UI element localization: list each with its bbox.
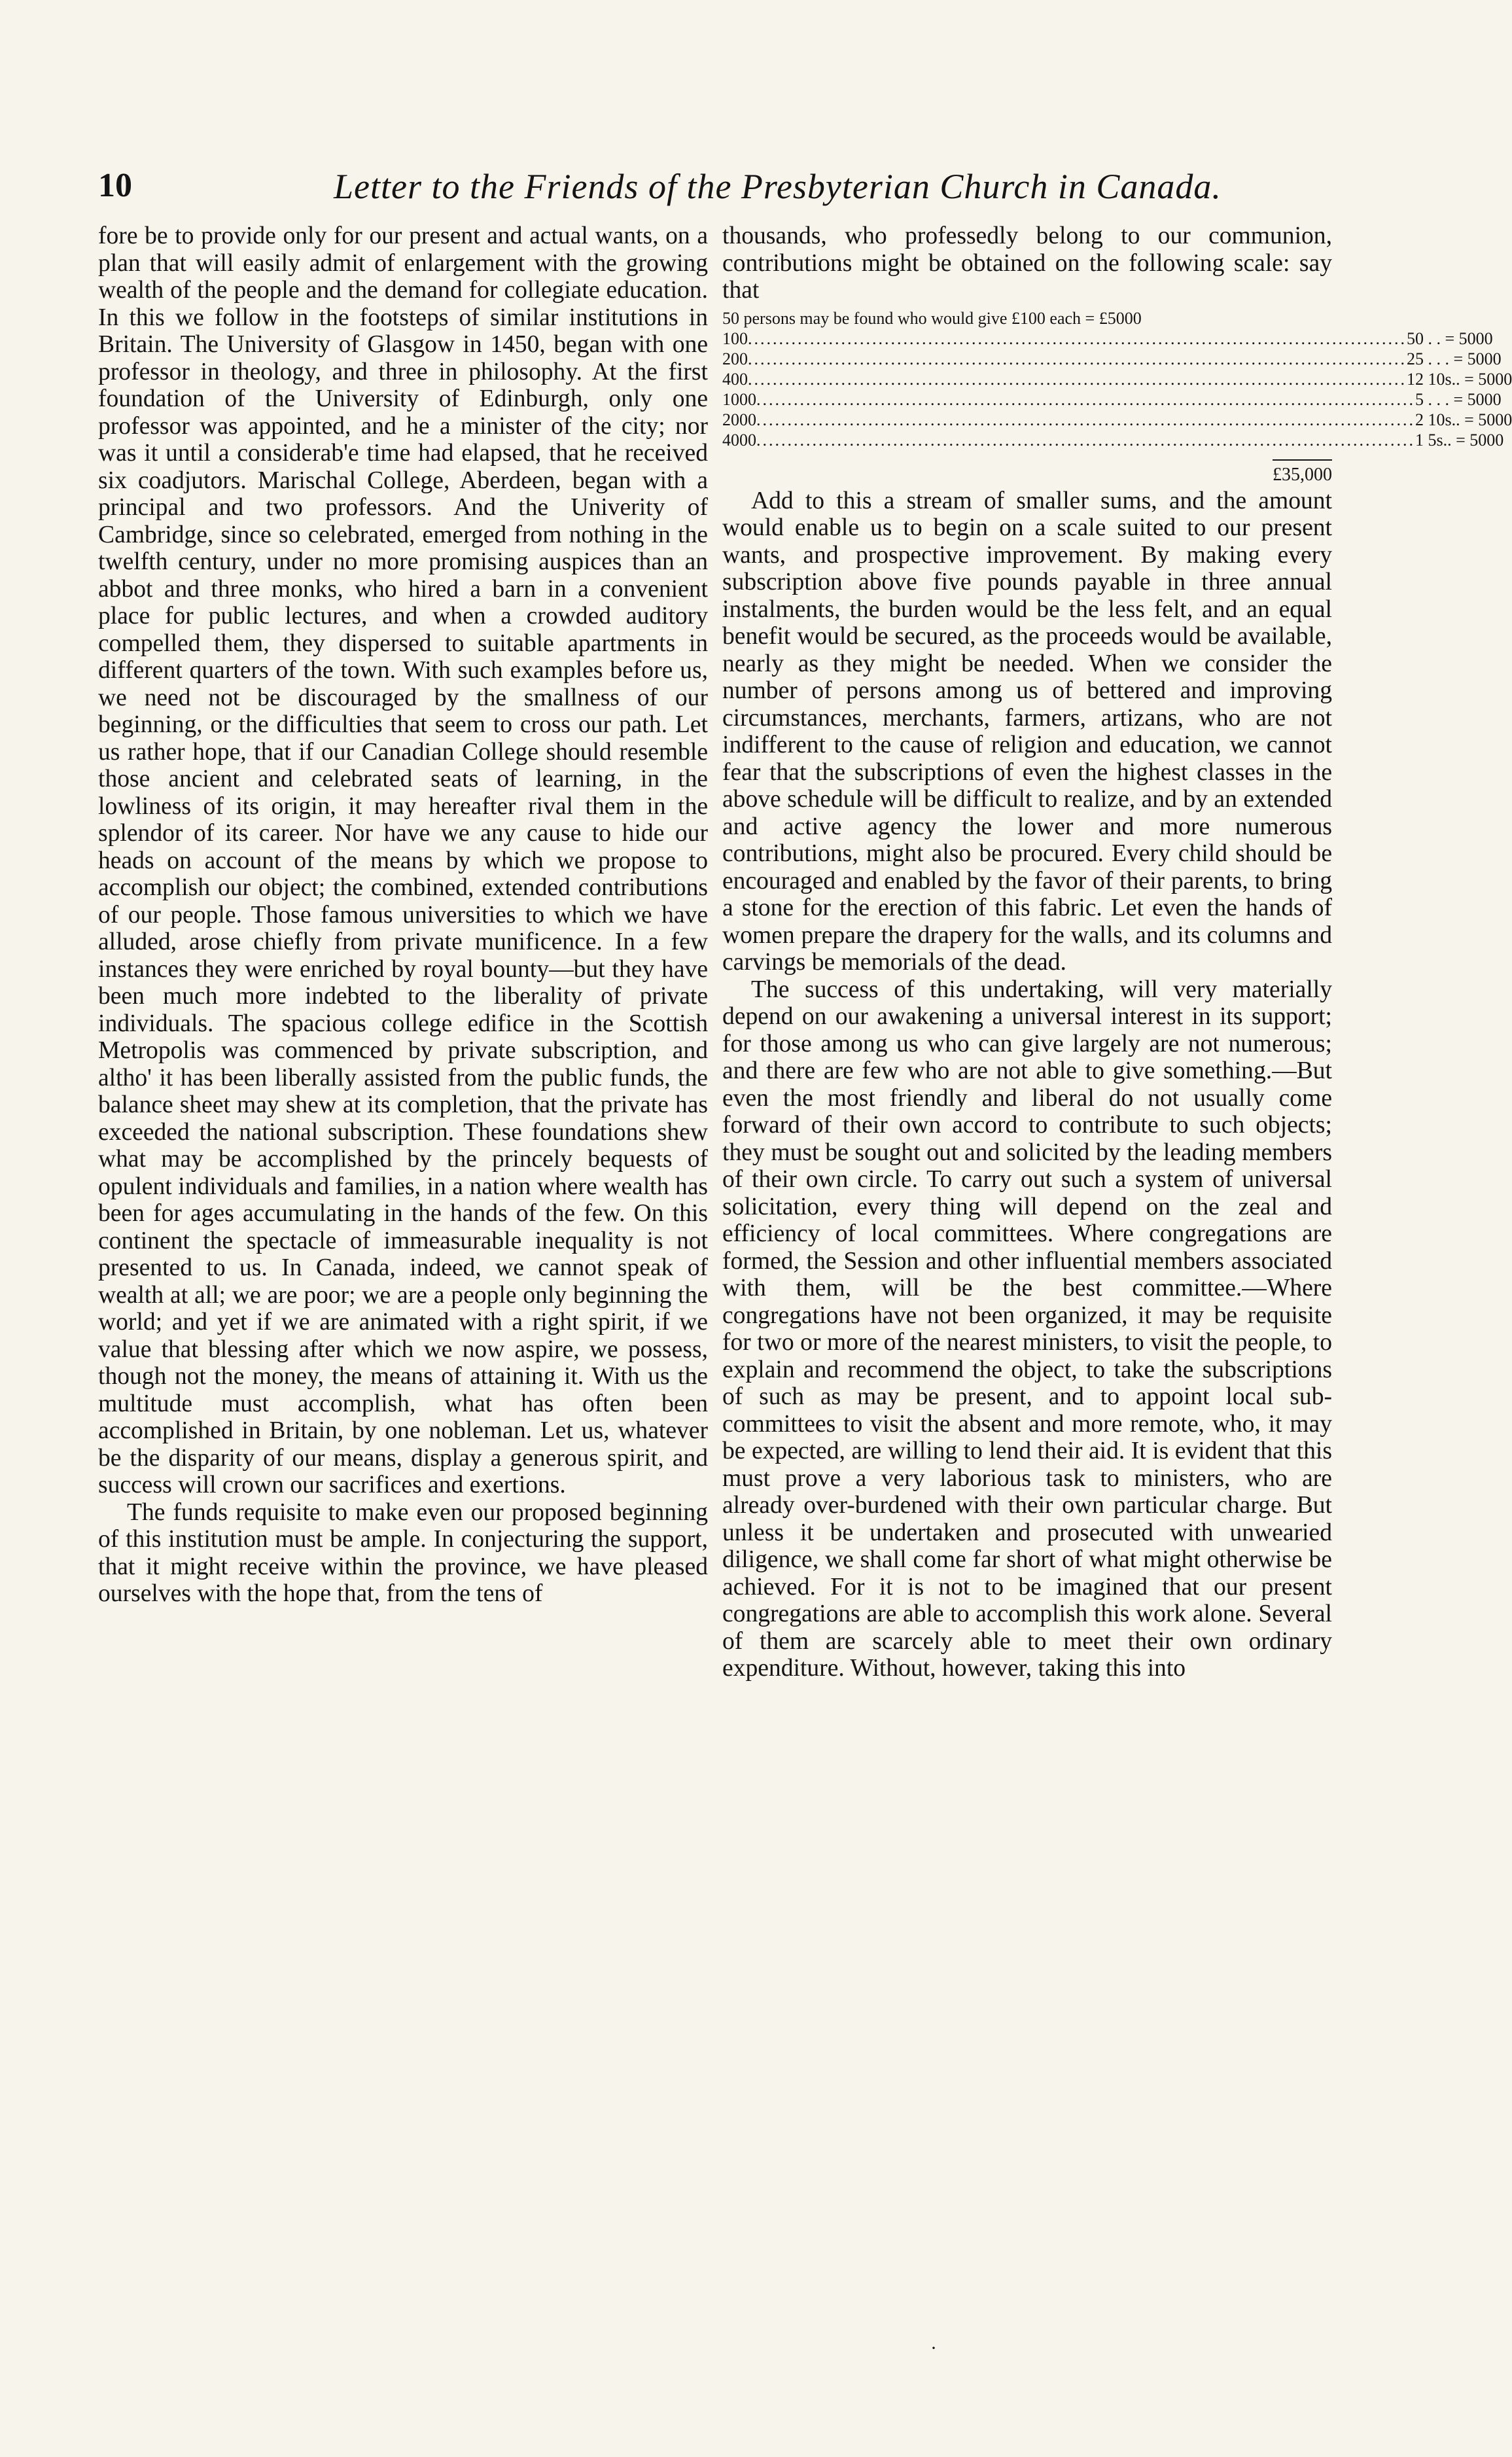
schedule-row: 1000 .......................................................................................................... 5 . . . = 5000 xyxy=(722,389,1502,409)
left-paragraph-2: The funds requisite to make even our proposed beginning of this institution must be ample. In conjecturing the support, that it might receive within the province, we have pleased ourselves with the hope that, from the tens of xyxy=(98,1498,708,1607)
page-header xyxy=(98,166,1322,219)
left-column xyxy=(98,222,708,1608)
schedule-row: 2000 .......................................................................................................... 2 10s.. = 5000 xyxy=(722,410,1512,429)
schedule-row: 200 .......................................................................................................... 25 . . . = 5000 xyxy=(722,349,1502,368)
right-paragraph-1: Add to this a stream of smaller sums, and the amount would enable us to begin on a scale suited to our present wants, and prospective improvement. By making every subscription above five pounds payable in three annual instalments, the burden would be the less felt, and an equal benefit would be secured, as the proceeds would be available, nearly as they might be needed. When we consider the number of persons among us of bettered and improving circumstances, merchants, farmers, artizans, who are not indifferent to the cause of religion and education, we cannot fear that the subscriptions of even the highest classes in the above schedule will be difficult to realize, and by an extended and active agency the lower and more numerous contributions, might also be procured. Every child should be encouraged and enabled by the favor of their parents, to bring a stone for the erection of this fabric. Let even the hands of women prepare the drapery for the walls, and its columns and carvings be memorials of the dead. xyxy=(722,487,1332,976)
left-paragraph-1: fore be to provide only for our present and actual wants, on a plan that will easily admit of enlargement with the growing wealth of the people and the demand for collegiate education. In this we follow in the footsteps of similar institutions in Britain. The University of Glasgow in 1450, began with one professor in theology, and three in philosophy. At the first foundation of the University of Edinburgh, only one professor was appointed, and he a minister of the city; nor was it until a considerab'e time had elapsed, that he received six coadjutors. Marischal College, Aberdeen, began with a principal and two professors. And the Univerity of Cambridge, since so celebrated, emerged from nothing in the twelfth century, under no more promising auspices than an abbot and three monks, who hired a barn in a convenient place for public lectures, and when a crowded auditory compelled them, they dispersed to suitable apartments in different quarters of the town. With such examples before us, we need not be discouraged by the smallness of our beginning, or the difficulties that seem to cross our path. Let us rather hope, that if our Canadian College should resemble those ancient and celebrated seats of learning, in the lowliness of its origin, it may hereafter rival them in the splendor of its career. Nor have we any cause to hide our heads on account of the means by which we propose to accomplish our object; the combined, extended contributions of our people. Those famous universities to which we have alluded, arose chiefly from private munificence. In a few instances they were enriched by royal bounty—but they have been much more indebted to the liberality of private individuals. The spacious college edifice in the Scottish Metropolis was commenced by private subscription, and altho' it has been liberally assisted from the public funds, the balance sheet may shew at its completion, that the private has exceeded the national subscription. These foundations shew what may be accomplished by the princely bequests of opulent individuals and families, in a nation where wealth has been for ages accumulating in the hands of the few. On this continent the spectacle of immeasurable inequality is not presented to us. In Canada, indeed, we cannot speak of wealth at all; we are poor; we are a people only beginning the world; and yet if we are animated with a right spirit, if we value that blessing after which we now aspire, we possess, though not the money, the means of attaining it. With us the multitude must accomplish, what has often been accomplished in Britain, by one nobleman. Let us, whatever be the disparity of our means, display a generous spirit, and success will crown our sacrifices and exertions. xyxy=(98,222,708,1498)
running-title: Letter to the Friends of the Presbyterian Church in Canada. xyxy=(334,167,1222,206)
schedule-row: 100 .......................................................................................................... 50 . . = 5000 xyxy=(722,328,1493,348)
stray-mark: · xyxy=(930,2337,937,2359)
right-paragraph-2: The success of this undertaking, will very materially depend on our awakening a universal interest in its support; for those among us who can give largely are not numerous; and there are few who are not able to give something.—But even the most friendly and liberal do not usually come forward of their own accord to contribute to such objects; they must be sought out and solicited by the leading members of their own circle. To carry out such a system of universal solicitation, every thing will depend on the zeal and efficiency of local committees. Where congregations are formed, the Session and other influential members associated with them, will be the best committee.—Where congregations have not been organized, it may be requisite for two or more of the nearest ministers, to visit the people, to explain and recommend the object, to take the subscriptions of such as may be present, and to appoint local sub-committees to visit the absent and more remote, who, it may be expected, are willing to lend their aid. It is evident that this must prove a very laborious task to ministers, who are already over-burdened with their own particular charge. But unless it be undertaken and prosecuted with unwearied diligence, we shall come far short of what might otherwise be achieved. For it is not to be imagined that our present congregations are able to accomplish this work alone. Several of them are scarcely able to meet their own ordinary expenditure. Without, however, taking this into xyxy=(722,976,1332,1682)
schedule-row: 4000 .......................................................................................................... 1 5s.. = 5000 xyxy=(722,430,1504,450)
schedule-row: 400 .......................................................................................................... 12 10s.. = 5000 xyxy=(722,369,1512,389)
subscription-schedule xyxy=(722,308,1512,485)
schedule-head: 50 persons may be found who would give £100 each = £5000 xyxy=(722,308,1142,328)
right-intro: thousands, who professedly belong to our communion, contributions might be obtained on the following scale: say that xyxy=(722,222,1332,304)
right-column xyxy=(722,222,1512,1682)
page-number: 10 xyxy=(98,167,132,204)
schedule-total: £35,000 xyxy=(722,450,1332,485)
